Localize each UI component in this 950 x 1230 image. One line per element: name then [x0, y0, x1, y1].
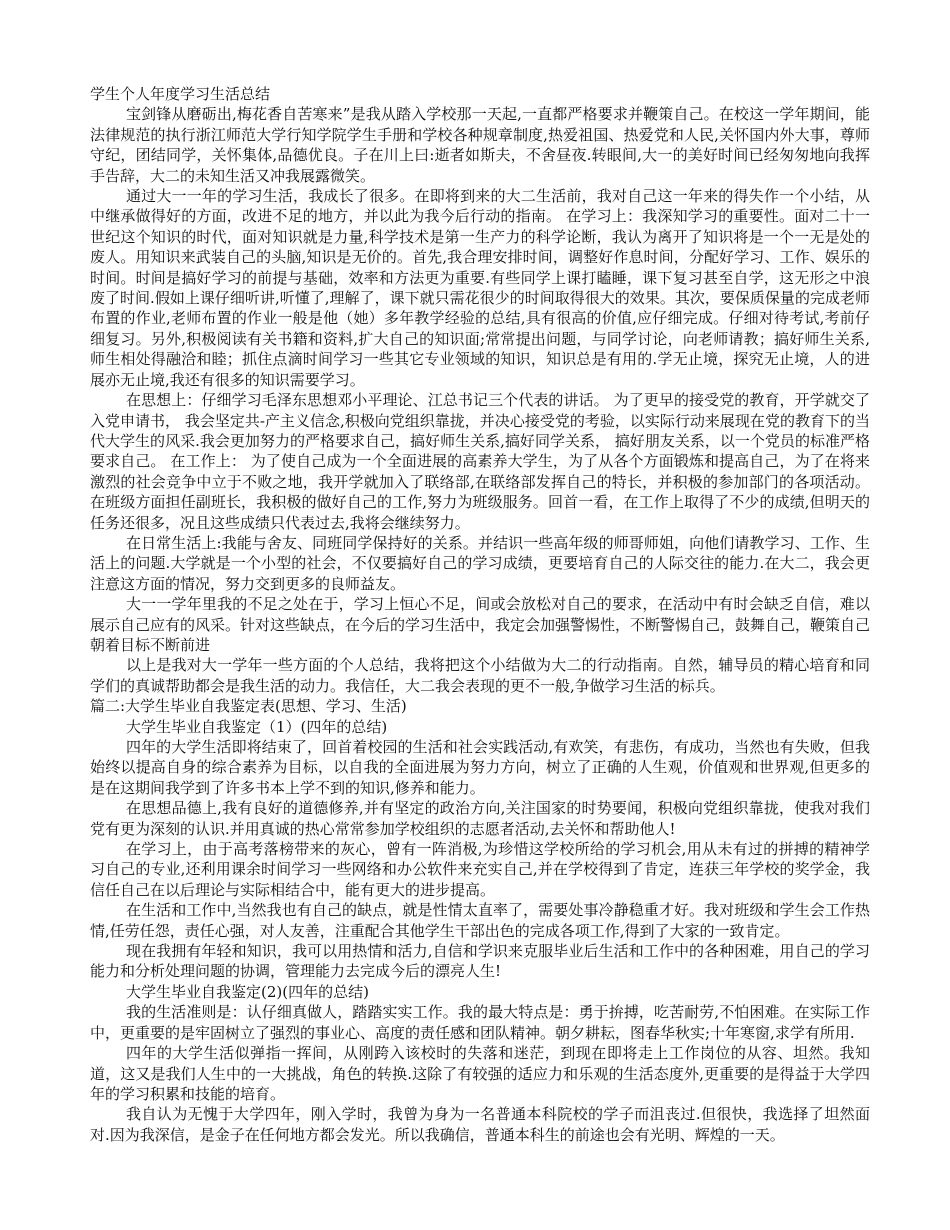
paragraph: 在日常生活上:我能与舍友、同班同学保持好的关系。并结识一些高年级的师哥师姐，向他们请教学习、工作、生活上的问题.大学就是一个小型的社会，不仅要搞好自己的学习成绩，更要培育自己的人际交往的能力.在大二，我会更注意这方面的情况，努力交到更多的良师益友。 — [90, 533, 870, 593]
paragraph: 大学生毕业自我鉴定(2)(四年的总结) — [126, 982, 369, 1001]
paragraph: 在学习上，由于高考落榜带来的灰心，曾有一阵消极,为珍惜这学校所给的学习机会,用从未有过的拼搏的精神学习自己的专业,还利用课余时间学习一些网络和办公软件来充实自己,并在学校得到了肯定，连获三年学校的奖学金，我信任自己在以后理论与实际相结合中，能有更大的进步提高。 — [90, 840, 870, 899]
paragraph: 四年的大学生活即将结束了，回首着校园的生活和社会实践活动,有欢笑，有悲伤，有成功，当然也有失败，但我始终以提高自身的综合素养为目标，以自我的全面进展为努力方向，树立了正确的人生观，价值观和世界观,但更多的是在这期间我学到了许多书本上学不到的知识,修养和能力。 — [90, 738, 870, 797]
paragraph: 以上是我对大一学年一些方面的个人总结，我将把这个小结做为大二的行动指南。自然，辅导员的精心培育和同学们的真诚帮助都会是我生活的动力。我信任，大二我会表现的更不一般,争做学习生活的标兵。 — [90, 656, 870, 695]
paragraph: 大一一学年里我的不足之处在于，学习上恒心不足，间或会放松对自己的要求，在活动中有时会缺乏自信，难以展示自己应有的风采。针对这些缺点，在今后的学习生活中，我定会加强警惕性，不断警惕自己，鼓舞自己，鞭策自己朝着目标不断前进 — [90, 595, 871, 654]
paragraph: 大学生毕业自我鉴定（1）(四年的总结) — [126, 717, 388, 736]
paragraph: 我的生活准则是：认仔细真做人，踏踏实实工作。我的最大特点是：勇于拚搏，吃苦耐劳,不怕困难。在实际工作中，更重要的是牢固树立了强烈的事业心、高度的责任感和团队精神。朝夕耕耘，图春华秋实;十年寒窗,求学有所用. — [90, 1003, 870, 1042]
paragraph: 现在我拥有年轻和知识，我可以用热情和活力,自信和学识来克服毕业后生活和工作中的各种困难，用自己的学习能力和分析处理问题的协调，管理能力去完成今后的漂亮人生! — [90, 942, 870, 981]
paragraph: 篇二:大学生毕业自我鉴定表(思想、学习、生活) — [90, 697, 407, 716]
paragraph: 我自认为无愧于大学四年，刚入学时，我曾为身为一名普通本科院校的学子而沮丧过.但很快，我选择了坦然面对.因为我深信，是金子在任何地方都会发光。所以我确信，普通本科生的前途也会有光明、辉煌的一天。 — [90, 1105, 870, 1144]
paragraph: 在思想上：仔细学习毛泽东思想邓小平理论、江总书记三个代表的讲话。 为了更早的接受党的教育，开学就交了入党申请书， 我会坚定共-产主义信念,积极向党组织靠拢，并决心接受党的考验，以实际行动来展现在党的教育下的当代大学生的风采.我会更加努力的严格要求自己，搞好师生关系,搞好同学关系， 搞好朋友关系，以一个党员的标准严格要求自己。 在工作上： 为了使自己成为一个全面进展的高素养大学生，为了从各个方面锻炼和提高自己，为了在将来激烈的社会竞争中立于不败之地，我开学就加入了联络部,在联络部发挥自己的特长，并积极的参加部门的各项活动。在班级方面担任副班长，我积极的做好自己的工作,努力为班级服务。回首一看，在工作上取得了不少的成绩,但明天的任务还很多，况且这些成绩只代表过去,我将会继续努力。 — [90, 391, 870, 532]
paragraph: 宝剑锋从磨砺出,梅花香自苦寒来”是我从踏入学校那一天起,一直都严格要求并鞭策自己。在校这一学年期间，能法律规范的执行浙江师范大学行知学院学生手册和学校各种规章制度,热爱祖国、热爱党和人民,关怀国内外大事，尊师守纪，团结同学，关怀集体,品德优良。子在川上曰:逝者如斯夫，不舍昼夜.转眼间,大一的美好时间已经匆匆地向我挥手告辞，大二的未知生活又冲我展露微笑。 — [90, 105, 870, 185]
paragraph: 四年的大学生活似弹指一挥间，从刚跨入该校时的失落和迷茫，到现在即将走上工作岗位的从容、坦然。我知道，这又是我们人生中的一大挑战，角色的转换.这除了有较强的适应力和乐观的生活态度外,更重要的是得益于大学四年的学习积累和技能的培育。 — [90, 1044, 870, 1103]
paragraph: 在思想品德上,我有良好的道德修养,并有坚定的政治方向,关注国家的时势要闻，积极向党组织靠拢，使我对我们党有更为深刻的认识.并用真诚的热心常常参加学校组织的志愿者活动,去关怀和帮助他人! — [90, 799, 870, 838]
paragraph: 在生活和工作中,当然我也有自己的缺点，就是性情太直率了，需要处事冷静稳重才好。我对班级和学生会工作热情,任劳任怨，责任心强，对人友善，注重配合其他学生干部出色的完成各项工作,得到了大家的一致肯定。 — [90, 901, 870, 940]
document-title: 学生个人年度学习生活总结 — [90, 85, 271, 103]
paragraph: 通过大一一年的学习生活，我成长了很多。在即将到来的大二生活前，我对自己这一年来的得失作一个小结，从中继承做得好的方面，改进不足的地方，并以此为我今后行动的指南。 在学习上：我深知学习的重要性。面对二十一世纪这个知识的时代，面对知识就是力量,科学技术是第一生产力的科学论断，我认为离开了知识将是一个一无是处的废人。用知识来武装自己的头脑,知识是无价的。首先,我合理安排时间，调整好作息时间，分配好学习、工作、娱乐的时间。时间是搞好学习的前提与基础，效率和方法更为重要.有些同学上课打瞌睡，课下复习甚至自学，这无形之中浪废了时间.假如上课仔细听讲,听懂了,理解了，课下就只需花很少的时间取得很大的效果。其次，要保质保量的完成老师布置的作业,老师布置的作业一般是他（她）多年教学经验的总结,具有很高的价值,应仔细完成。仔细对待考试,考前仔细复习。另外,积极阅读有关书籍和资料,扩大自己的知识面;常常提出问题，与同学讨论，向老师请教；搞好师生关系,师生相处得融洽和睦；抓住点滴时间学习一些其它专业领域的知识，知识总是有用的.学无止境，探究无止境，人的进展亦无止境,我还有很多的知识需要学习。 — [90, 187, 870, 389]
document-body — [90, 104, 870, 1145]
